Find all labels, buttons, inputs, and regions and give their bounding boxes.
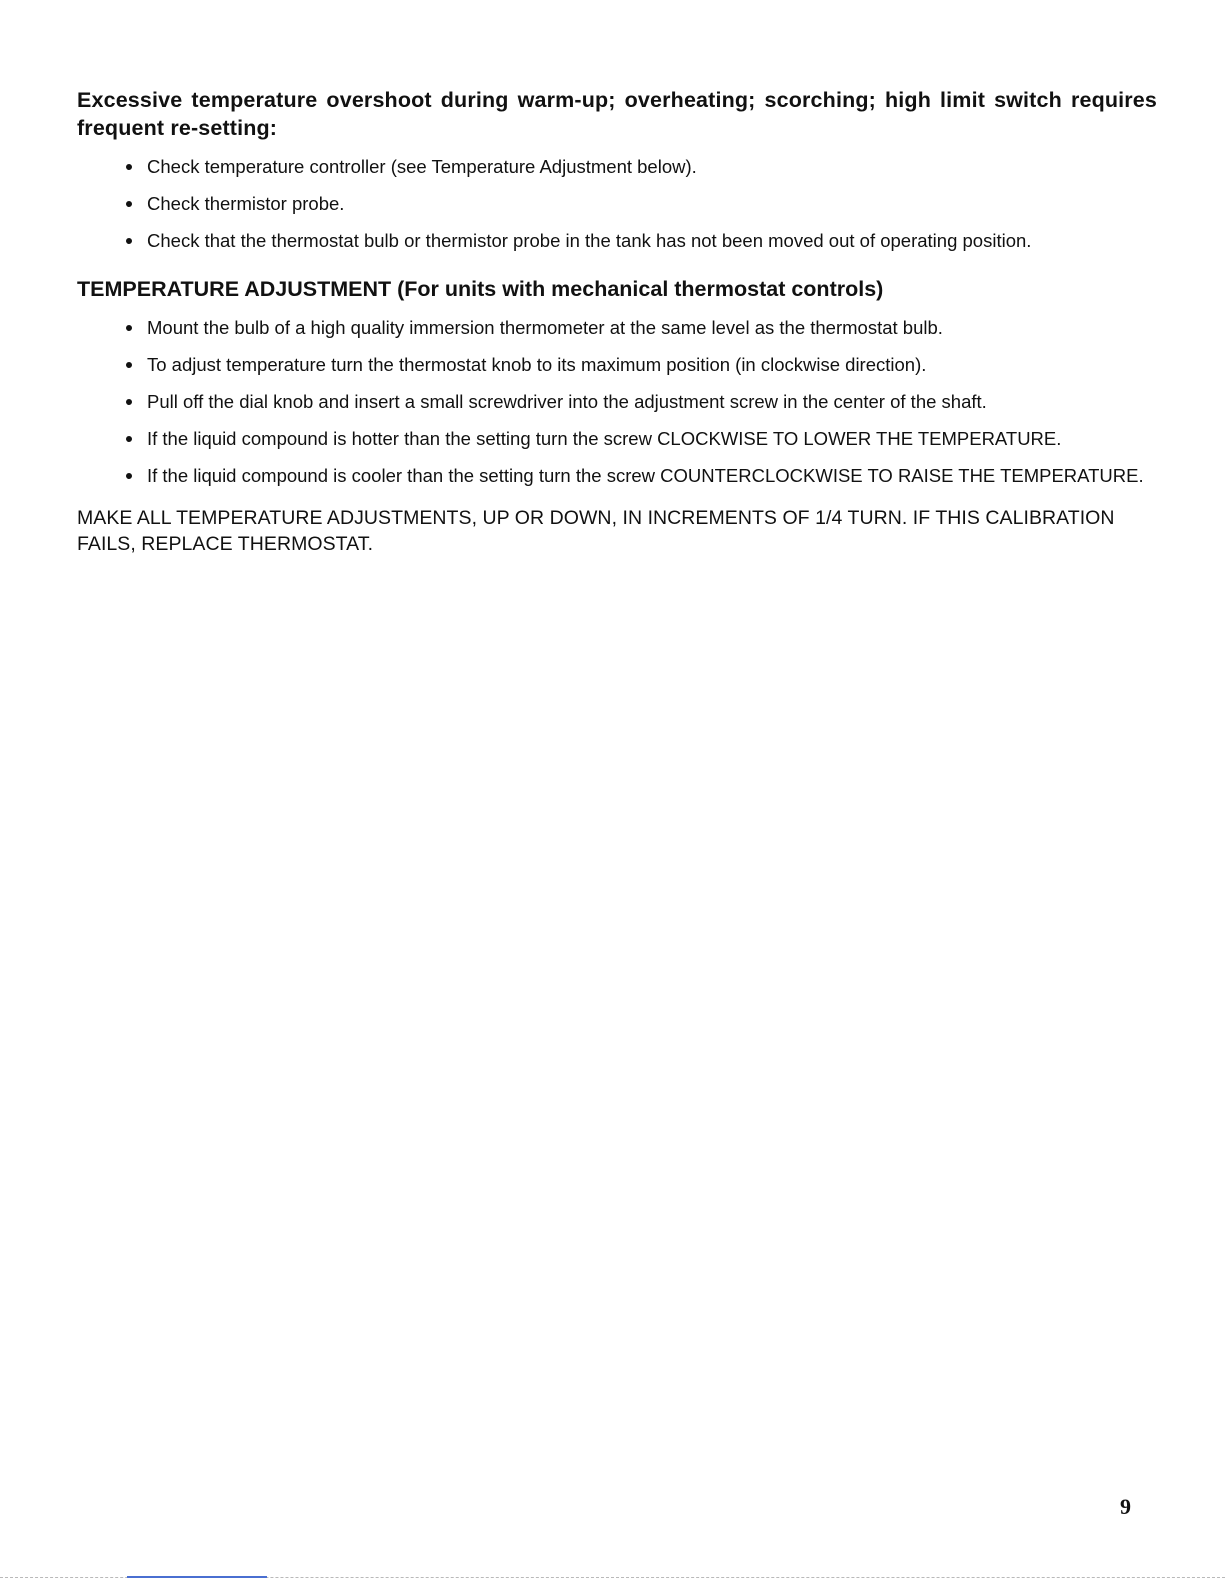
list-item [77,426,1157,451]
adjustment-steps [77,315,1157,488]
list-item [77,352,1157,377]
list-item [77,228,1157,253]
list-item [77,315,1157,340]
list-item-text: To adjust temperature turn the thermostat knob to its maximum position (in clockwise direction). [147,354,927,375]
list-item [77,389,1157,414]
bullet-icon [126,399,132,405]
page-number: 9 [1120,1494,1131,1519]
list-item [77,154,1157,179]
bullet-icon [126,238,132,244]
bullet-icon [126,473,132,479]
list-item-text: If the liquid compound is cooler than the setting turn the screw COUNTERCLOCKWISE TO RAISE THE TEMPERATURE. [147,465,1144,486]
calibration-note: MAKE ALL TEMPERATURE ADJUSTMENTS, UP OR DOWN, IN INCREMENTS OF 1/4 TURN. IF THIS CALIBRATION FAILS, REPLACE THERMOSTAT. [77,507,1115,555]
troubleshooting-checklist [77,154,1157,253]
bullet-icon [126,164,132,170]
footer-accent-line [127,1576,267,1578]
list-item-text: Pull off the dial knob and insert a small screwdriver into the adjustment screw in the center of the shaft. [147,391,987,412]
list-item-text: If the liquid compound is hotter than the setting turn the screw CLOCKWISE TO LOWER THE TEMPERATURE. [147,428,1062,449]
list-item-text: Check temperature controller (see Temperature Adjustment below). [147,156,697,177]
document-page [77,86,1157,557]
troubleshooting-heading: Excessive temperature overshoot during warm-up; overheating; scorching; high limit switch requires frequent re-setting: [77,88,1157,140]
bullet-icon [126,362,132,368]
list-item [77,191,1157,216]
list-item-text: Mount the bulb of a high quality immersion thermometer at the same level as the thermostat bulb. [147,317,943,338]
list-item-text: Check thermistor probe. [147,193,345,214]
list-item [77,463,1157,488]
list-item-text: Check that the thermostat bulb or thermistor probe in the tank has not been moved out of operating position. [147,230,1032,251]
temperature-adjustment-heading: TEMPERATURE ADJUSTMENT (For units with mechanical thermostat controls) [77,277,884,301]
bullet-icon [126,436,132,442]
bullet-icon [126,325,132,331]
bullet-icon [126,201,132,207]
